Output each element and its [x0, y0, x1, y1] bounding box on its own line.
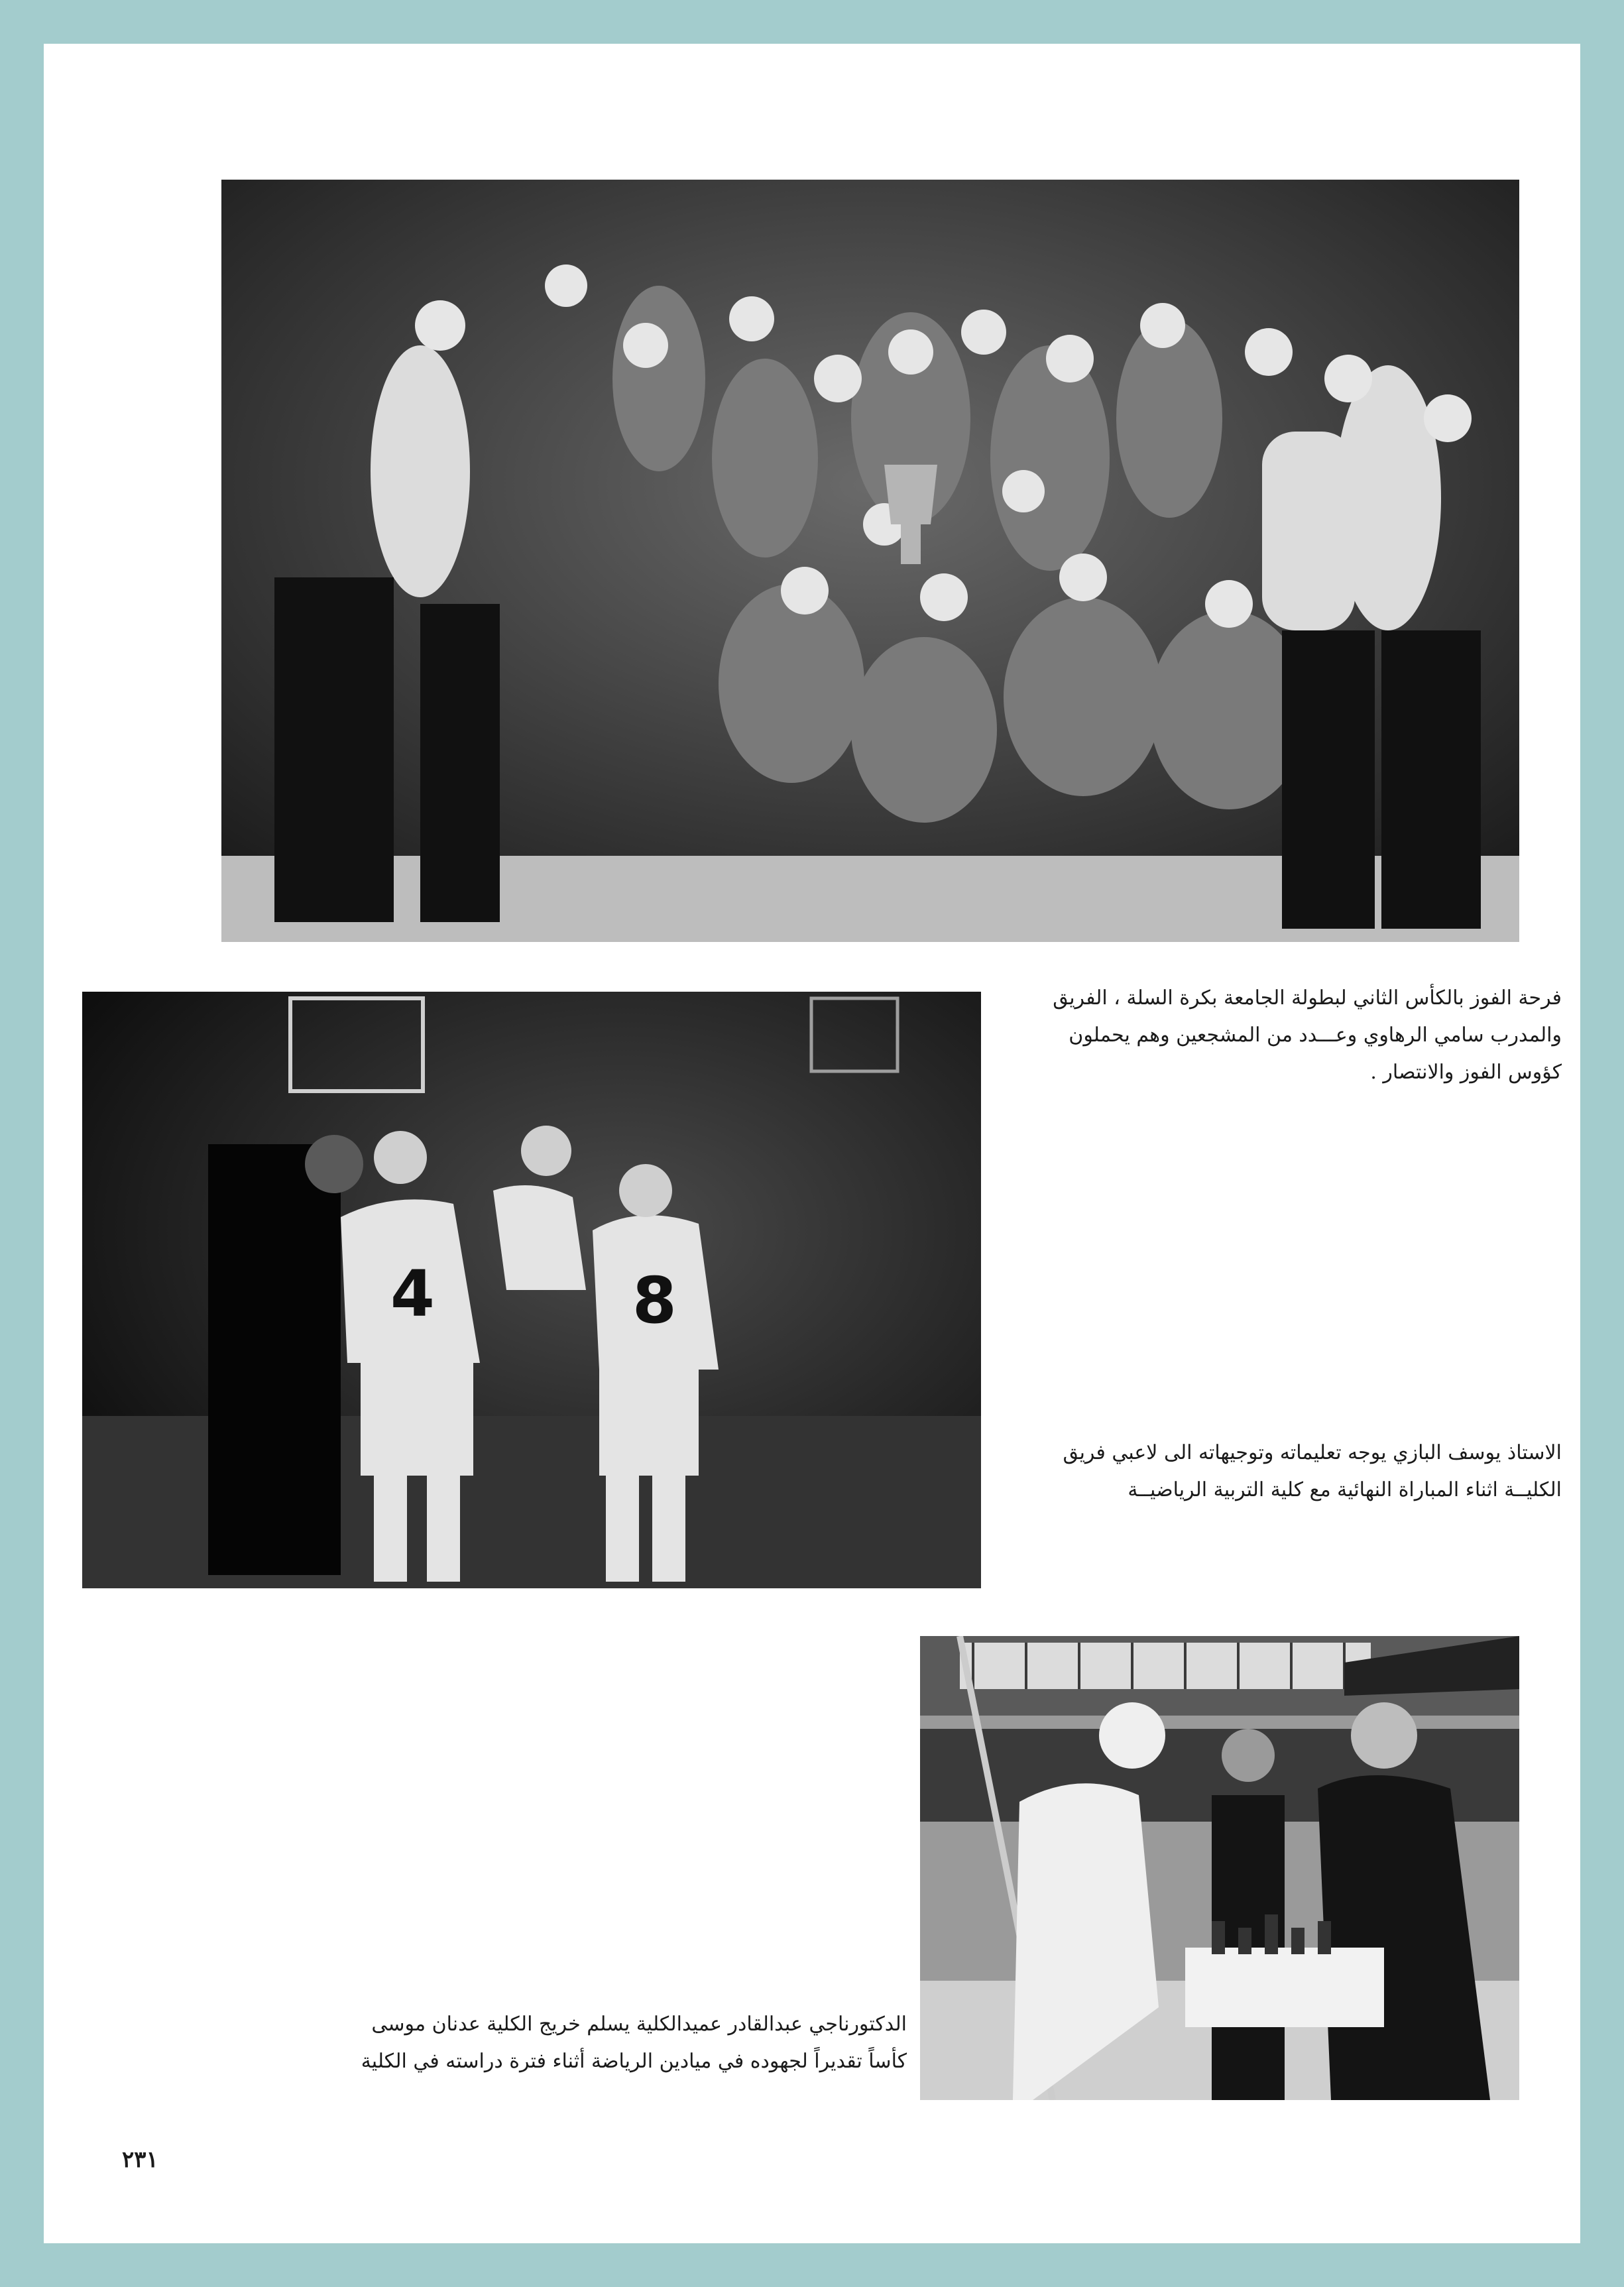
cup-presentation-caption — [342, 2006, 907, 2080]
jersey-number-left: 4 — [390, 1257, 435, 1331]
team-trophy-image — [221, 180, 1519, 942]
yearbook-page — [44, 44, 1580, 2243]
team-trophy-caption — [992, 980, 1562, 1091]
coach-caption — [992, 1435, 1562, 1509]
caption-line: الكليــة اثناء المباراة النهائية مع كلية التربية الرياضيــة — [1128, 1478, 1562, 1501]
caption-line: كؤوس الفوز والانتصار . — [1370, 1061, 1562, 1084]
coach-instructing-players-photo — [82, 992, 981, 1588]
cup-presentation-photo — [920, 1636, 1519, 2100]
cup-presentation-image — [920, 1636, 1519, 2100]
coach-instructing-image — [82, 992, 981, 1588]
caption-line: الاستاذ يوسف البازي يوجه تعليماته وتوجيهاته الى لاعبي فريق — [1063, 1441, 1562, 1464]
page-number: ٢٣١ — [122, 2146, 158, 2173]
caption-line: الدكتورناجي عبدالقادر عميدالكلية يسلم خريج الكلية عدنان موسى — [371, 2013, 907, 2036]
caption-line: فرحة الفوز بالكأس الثاني لبطولة الجامعة بكرة السلة ، الفريق — [1053, 986, 1562, 1010]
caption-line: والمدرب سامي الرهاوي وعـــدد من المشجعين وهم يحملون — [1069, 1024, 1562, 1047]
caption-line: كأساً تقديراً لجهوده في ميادين الرياضة أثناء فترة دراسته في الكلية — [361, 2050, 907, 2073]
jersey-number-right: 8 — [632, 1263, 677, 1338]
team-trophy-photo — [221, 180, 1519, 942]
